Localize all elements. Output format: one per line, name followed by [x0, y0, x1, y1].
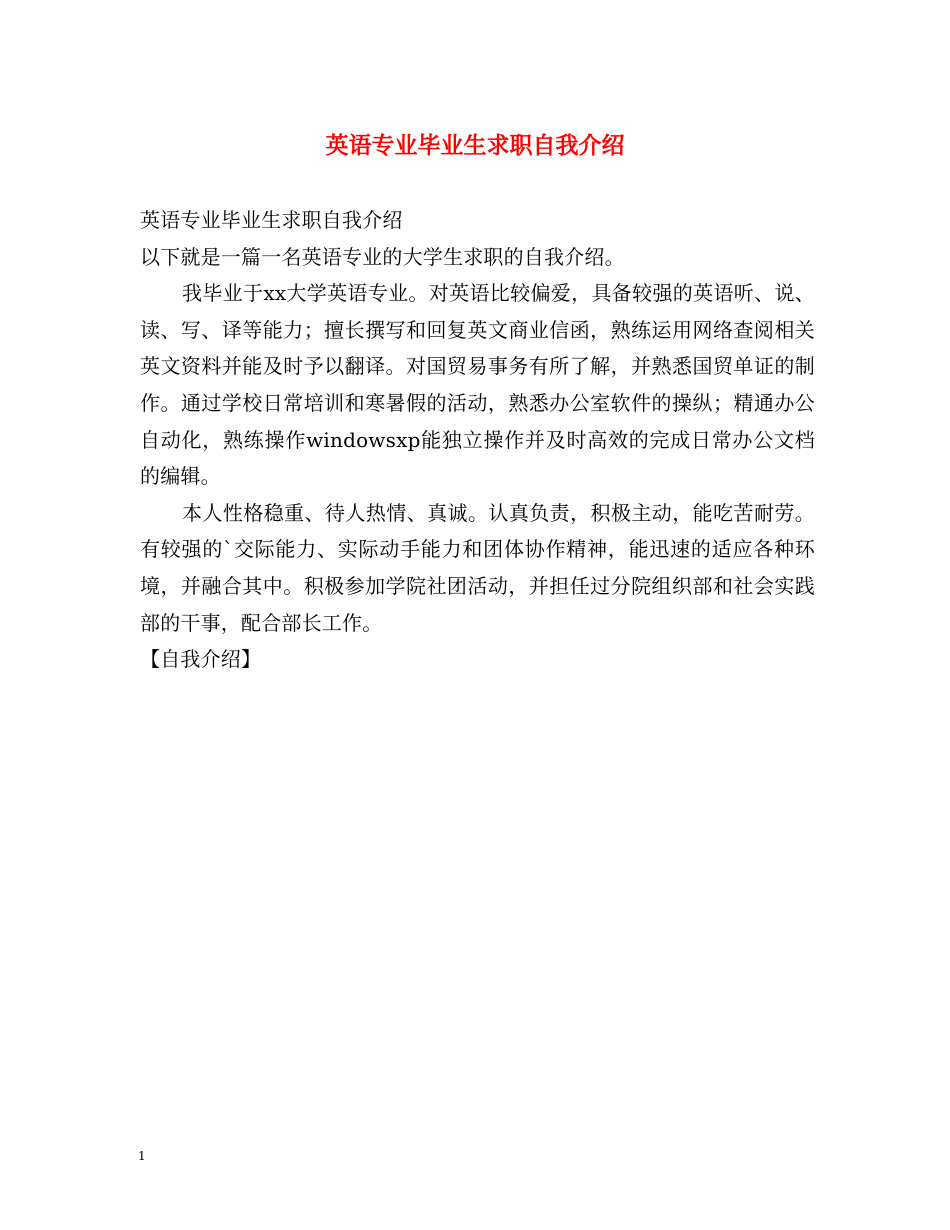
closing-line: 【自我介绍】 — [140, 647, 262, 672]
body-paragraph: 本人性格稳重、待人热情、真诚。认真负责，积极主动，能吃苦耐劳。有较强的`交际能力、实际动手能力和团体协作精神，能迅速的适应各种环境，并融合其中。积极参加学院社团活动，并担任过分院组织部和社会实践部的干事，配合部长工作。 — [140, 500, 815, 635]
body-paragraph: 我毕业于xx大学英语专业。对英语比较偏爱，具备较强的英语听、说、读、写、译等能力；擅长撰写和回复英文商业信函，熟练运用网络查阅相关英文资料并能及时予以翻译。对国贸易事务有所了解，并熟悉国贸单证的制作。通过学校日常培训和寒暑假的活动，熟悉办公室软件的操纵；精通办公自动化，熟练操作windowsxp能独立操作并及时高效的完成日常办公文档的编辑。 — [140, 281, 815, 489]
document-body — [140, 202, 815, 678]
page-number: 1 — [138, 1149, 146, 1163]
document-title: 英语专业毕业生求职自我介绍 — [325, 132, 625, 159]
intro-line: 以下就是一篇一名英语专业的大学生求职的自我介绍。 — [140, 244, 625, 269]
subtitle-line: 英语专业毕业生求职自我介绍 — [140, 208, 403, 232]
